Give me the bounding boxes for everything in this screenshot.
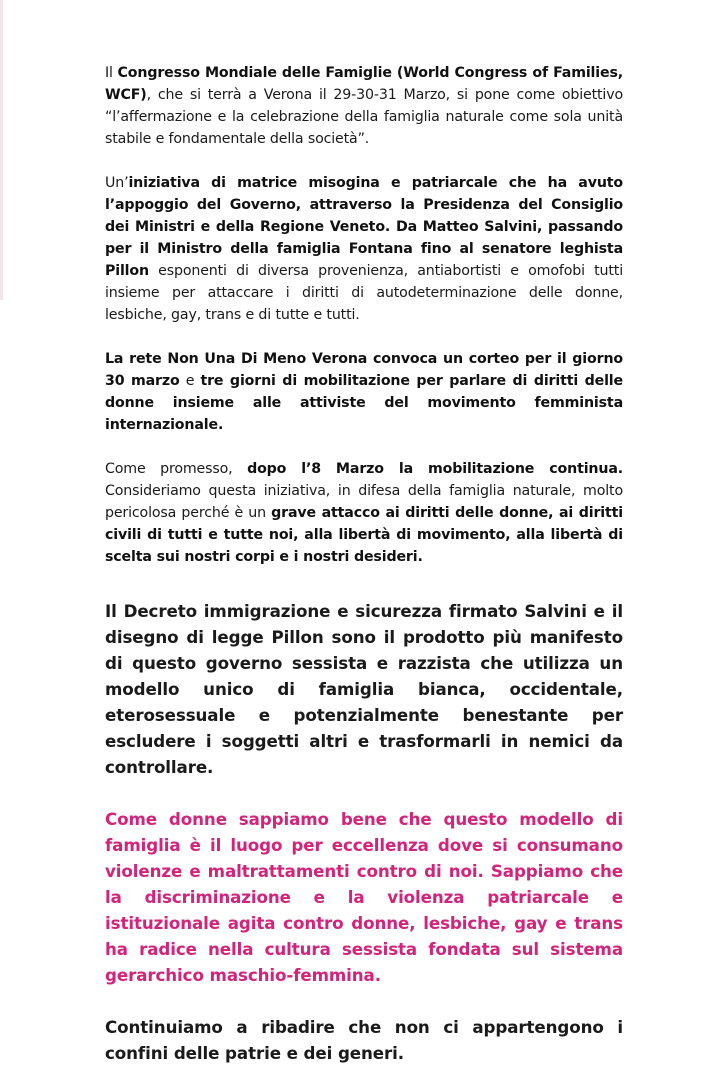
paragraph-wcf-intro bbox=[105, 62, 623, 150]
bold-run: grave attacco ai diritti delle donne, ai diritti civili di tutti e tutte noi, alla libertà di movimento, alla libertà di scelta sui nostri corpi e i nostri desideri. bbox=[105, 505, 623, 565]
bold-run: tre giorni di mobilitazione per parlare di diritti delle donne insieme alle attiviste del movimento femminista internazionale. bbox=[105, 373, 623, 433]
text-run: Come promesso, bbox=[105, 461, 248, 477]
text-run: Un’ bbox=[105, 175, 129, 191]
paragraph-highlight-pink: Come donne sappiamo bene che questo modello di famiglia è il luogo per eccellenza dove si consumano violenze e maltrattamenti contro di noi. Sappiamo che la discriminazione e la violenza patriarcale e istituzionale agita contro donne, lesbiche, gay e trans ha radice nella cultura sessista fondata sul sistema gerarchico maschio-femmina. bbox=[105, 809, 623, 985]
bold-run: Congresso Mondiale delle Famiglie (World Congress of Families, WCF) bbox=[105, 65, 623, 103]
bold-run: iniziativa di matrice misogina e patriarcale che ha avuto l’appoggio del Governo, attraverso la Presidenza del Consiglio dei Ministri e della Regione Veneto. Da Matteo Salvini, passando per il Ministro della famiglia Fontana fino al senatore leghista Pillon bbox=[105, 175, 623, 279]
text-run: , che si terrà a Verona il 29-30-31 Marzo, si pone come obiettivo “l’affermazione e la celebrazione della famiglia naturale come sola unità stabile e fondamentale della società”. bbox=[105, 87, 623, 147]
bold-run: La rete Non Una Di Meno Verona convoca un corteo per il giorno 30 marzo bbox=[105, 351, 623, 389]
text-run: esponenti di diversa provenienza, antiabortisti e omofobi tutti insieme per attaccare i diritti di autodeterminazione delle donne, lesbiche, gay, trans e di tutte e tutti. bbox=[105, 263, 623, 323]
page-edge-decoration bbox=[0, 0, 3, 300]
paragraph-iniziativa bbox=[105, 172, 623, 326]
text-run: Consideriamo questa iniziativa, in difesa della famiglia naturale, molto pericolosa perché è un bbox=[105, 483, 623, 521]
paragraph-mobilitazione bbox=[105, 458, 623, 568]
document-body bbox=[105, 62, 623, 1066]
paragraph-corteo bbox=[105, 348, 623, 436]
text-run: e bbox=[179, 373, 201, 389]
bold-run: dopo l’8 Marzo la mobilitazione continua. bbox=[247, 461, 623, 477]
paragraph-conclusione: Continuiamo a ribadire che non ci appartengono i confini delle patrie e dei generi. bbox=[105, 1017, 623, 1063]
text-run: Il bbox=[105, 65, 118, 81]
paragraph-decreto: Il Decreto immigrazione e sicurezza firmato Salvini e il disegno di legge Pillon sono il prodotto più manifesto di questo governo sessista e razzista che utilizza un modello unico di famiglia bianca, occidentale, eterosessuale e potenzialmente benestante per escludere i soggetti altri e trasformarli in nemici da controllare. bbox=[105, 601, 623, 777]
